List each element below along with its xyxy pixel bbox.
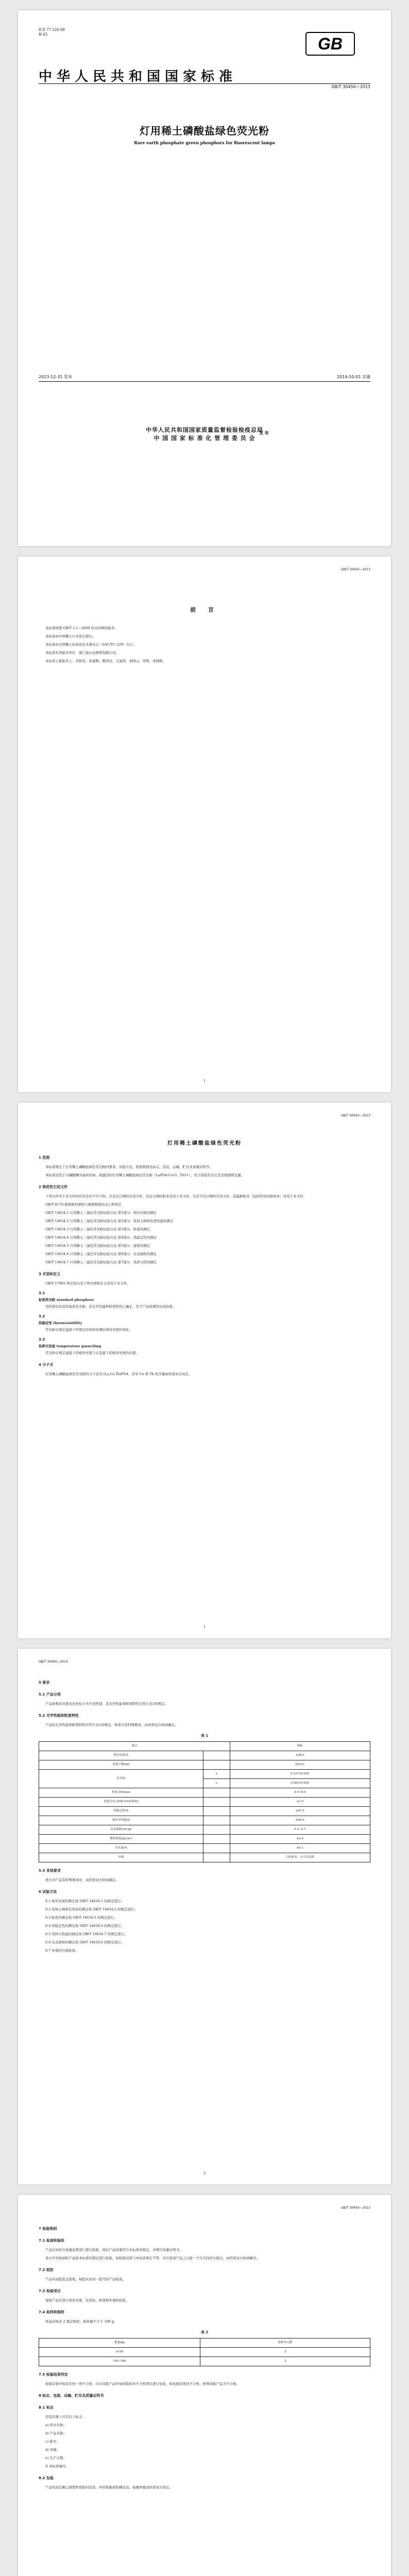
table-row bbox=[39, 1770, 370, 1779]
issue-date: 2013-12-31 发布 bbox=[39, 375, 73, 379]
clause-heading: 4 分子式 bbox=[39, 1363, 54, 1367]
list-item: d) 净重； bbox=[45, 2448, 60, 2452]
clause-text: 包装容器上应有以下标志： bbox=[45, 2415, 86, 2419]
clause-text: 样品应按表 2 规定取样，取样量不少于 100 g。 bbox=[45, 2319, 117, 2324]
clause-text: 产品的光学性能和粒度特性应符合表1的规定，如需方有特殊要求，由供需双方协商确定。 bbox=[45, 1723, 178, 1727]
table-cell: 粒度 D50/μm bbox=[39, 1788, 203, 1798]
term-number: 3.3 bbox=[39, 1337, 45, 1342]
document-title-cn: 灯用稀土磷酸盐绿色荧光粉 bbox=[140, 125, 269, 137]
date-rule bbox=[39, 381, 370, 382]
page-number: 1 bbox=[203, 1625, 206, 1629]
term-number: 3.1 bbox=[39, 1291, 45, 1295]
spec-table bbox=[39, 1741, 370, 1862]
list-item: f) 本标准编号。 bbox=[45, 2464, 70, 2468]
table-row bbox=[39, 2357, 370, 2366]
clause-text: 检验结果中如有任何一项不合格，应从该批产品中加倍取样对不合格项目进行复验，如复验结果仍不合格，则判该批产品为不合格。 bbox=[45, 2382, 240, 2386]
term-definition: 荧光粉在规定温度下经规定时间热处理后相对亮度的变化。 bbox=[45, 1328, 132, 1332]
table-cell: 4.0~6.0 bbox=[230, 1788, 370, 1798]
clause-text: 6.3 粒度的测定按 GB/T 14634.3 的规定进行。 bbox=[45, 1916, 117, 1920]
cover-page bbox=[18, 10, 391, 546]
implementation-date: 2014-10-01 实施 bbox=[336, 375, 370, 379]
table-cell: 白色粉末，无可见杂质 bbox=[230, 1853, 370, 1862]
table-cell bbox=[203, 1844, 230, 1853]
clause-text: 本标准适用于以磷酸镧为基质的铈、铽激活的灯用稀土磷酸盐绿色荧光粉（LaPO4∶Ce3+, Tb3+），用于制造荧光灯及其他照明光源。 bbox=[45, 1173, 245, 1177]
table-header-row bbox=[39, 2338, 370, 2348]
reference-item: GB/T 14634.3 灯用稀土三基色荧光粉试验方法 第3部分：粒度的测定 bbox=[45, 1227, 150, 1231]
table-cell: 外观 bbox=[39, 1853, 203, 1862]
page-number: I bbox=[203, 1079, 206, 1083]
table-cell: 3 bbox=[200, 2357, 370, 2366]
clause-text: 6.2 发射主峰和色坐标的测定按 GB/T 14634.2 的规定进行。 bbox=[45, 1907, 138, 1911]
foreword-para: 本标准负责起草单位：厦门通士达照明有限公司。 bbox=[45, 651, 119, 655]
table-cell bbox=[203, 1751, 230, 1760]
table-cell: 比表面积/(m²/g) bbox=[39, 1825, 203, 1835]
inspection-page bbox=[18, 2195, 391, 2576]
foreword-page bbox=[18, 556, 391, 1092]
reference-item: GB/T 8170 数值修约规则与极限数值的表示和判定 bbox=[45, 1202, 122, 1207]
table-cell bbox=[203, 1760, 230, 1770]
table-cell: 粒度分布 (D90-D10)/D50 bbox=[39, 1798, 203, 1807]
document-title-en: Rare earth phosphate green phosphors for fluorescent lamps bbox=[134, 140, 275, 145]
clause-heading: 1 范围 bbox=[39, 1156, 50, 1160]
issuer-org-1: 中华人民共和国国家质量监督检验检疫总局 bbox=[146, 427, 263, 433]
table-cell: 100~500 bbox=[39, 2357, 200, 2366]
reference-item: GB/T 14634.4 灯用稀土三基色荧光粉试验方法 第4部分：热稳定性的测定 bbox=[45, 1235, 157, 1240]
table-cell: 含水量/% bbox=[39, 1844, 203, 1853]
scope-body bbox=[39, 1155, 370, 1378]
table-row bbox=[39, 1844, 370, 1853]
clause-heading: 7.5 检验结果判定 bbox=[39, 2372, 68, 2377]
term-entry bbox=[39, 1336, 370, 1357]
clause-heading: 5.1 产品分类 bbox=[39, 1692, 61, 1697]
clause-heading: 8.1 标志 bbox=[39, 2405, 54, 2410]
table-row bbox=[39, 1853, 370, 1862]
issuer-publish: 发 布 bbox=[259, 430, 269, 435]
inspection-body bbox=[39, 2221, 370, 2493]
table-row bbox=[39, 1788, 370, 1798]
issuer-block bbox=[18, 426, 391, 442]
table-cell bbox=[203, 1853, 230, 1862]
gb-logo-text: GB bbox=[318, 35, 343, 53]
table-cell: ≥90.0 bbox=[230, 1816, 370, 1825]
list-item: e) 生产日期； bbox=[45, 2456, 66, 2460]
clause-text: 需方对产品有特殊要求时，由供需双方协商确定。 bbox=[45, 1878, 119, 1882]
table-header-cell: 项目 bbox=[39, 1742, 230, 1751]
table-row bbox=[39, 1835, 370, 1844]
foreword-para: 本标准主要起草人：李树奇、张建辉、陈国良、王海涛、刘国云、李明、黄晓辉。 bbox=[45, 659, 166, 663]
term-definition: 用作相对比较的基准荧光粉，其光学性能和粒度特性已确定，用于产品检测的比较标准。 bbox=[45, 1304, 176, 1309]
table-cell: ≤0.1 bbox=[230, 1844, 370, 1853]
gb-logo bbox=[305, 32, 355, 56]
clause-text: 需方可对收到的产品按本标准的规定进行检验，如检验结果与本标准规定不符，应在收到产品之日起一个月内向供方提出，由供需双方协商解决。 bbox=[45, 2256, 260, 2260]
title-rule bbox=[39, 83, 370, 84]
term-name: 标准荧光粉 standard phosphors bbox=[39, 1298, 94, 1302]
standard-number: GB/T 30450—2013 bbox=[331, 84, 370, 89]
list-item: b) 产品名称； bbox=[45, 2431, 67, 2435]
table-cell: 0.337±0.005 bbox=[230, 1770, 370, 1779]
sampling-table bbox=[39, 2338, 370, 2366]
clause-heading: 8.2 包装 bbox=[39, 2476, 54, 2480]
clause-text: 灯用稀土磷酸盐绿色荧光粉的分子式为 (La,Ce,Tb)PO4，其中 Ce 和 Tb 的含量由供需双方商定。 bbox=[45, 1372, 192, 1376]
table-cell: 热猝灭性能/% bbox=[39, 1816, 203, 1825]
table-cell: ≤1.5 bbox=[230, 1798, 370, 1807]
clause-text: 产品应成批提交验收，每批应由同一批号的产品组成。 bbox=[45, 2277, 126, 2281]
table-cell: 相对亮度/% bbox=[39, 1751, 203, 1760]
clause-text: 本标准规定了灯用稀土磷酸盐绿色荧光粉的要求、试验方法、检验规则及标志、包装、运输、贮存及质量证明书。 bbox=[45, 1165, 213, 1169]
clause-heading: 7.1 检查和验收 bbox=[39, 2239, 64, 2243]
clause-text: 6.6 比表面积的测定按 GB/T 14634.6 的规定进行。 bbox=[45, 1940, 124, 1944]
table-cell bbox=[203, 1825, 230, 1835]
table-header-cell: 批量/kg bbox=[39, 2338, 200, 2348]
clause-heading: 5.2 光学性能和粒度特性 bbox=[39, 1714, 79, 1718]
term-entry bbox=[39, 1313, 370, 1333]
page-number: 2 bbox=[203, 2172, 206, 2175]
reference-item: GB/T 14634.1 灯用稀土三基色荧光粉试验方法 第1部分：相对亮度的测定 bbox=[45, 1211, 157, 1215]
clause-text: 产品应由供方质量监督部门进行检验，保证产品质量符合本标准的规定，并填写质量证明书。 bbox=[45, 2248, 183, 2252]
table-row bbox=[39, 1751, 370, 1760]
table-row bbox=[39, 2348, 370, 2357]
issuer-org-2: 中 国 国 家 标 准 化 管 理 委 员 会 bbox=[154, 435, 255, 442]
table-caption: 表 1 bbox=[200, 1734, 209, 1738]
reference-item: GB/T 14634.6 灯用稀土三基色荧光粉试验方法 第6部分：比表面积的测定 bbox=[45, 1252, 157, 1256]
term-name: 热稳定性 thermostability bbox=[39, 1321, 82, 1325]
standard-title: 灯用稀土磷酸盐绿色荧光粉 bbox=[167, 1141, 242, 1146]
clause-heading: 5 要求 bbox=[39, 1681, 50, 1685]
table-cell: x bbox=[203, 1770, 230, 1779]
clause-text: 每批产品应进行相对亮度、色坐标、粒度和外观的检验。 bbox=[45, 2298, 129, 2302]
table-cell: ≥2.0 bbox=[230, 1835, 370, 1844]
foreword-para: 本标准由中国稀土行业协会提出。 bbox=[45, 634, 96, 638]
page-header: GB/T 30450—2013 bbox=[341, 568, 370, 571]
table-cell: 543±1 bbox=[230, 1760, 370, 1770]
requirements-page bbox=[18, 1649, 391, 2184]
requirements-body bbox=[39, 1674, 370, 1956]
clause-text: GB/T 17803 界定的以及下列术语和定义适用于本文件。 bbox=[45, 1281, 130, 1285]
term-number: 3.2 bbox=[39, 1314, 45, 1318]
table-caption: 表 2 bbox=[200, 2330, 209, 2334]
table-cell: ≥98.0 bbox=[230, 1751, 370, 1760]
clause-heading: 5.3 其他要求 bbox=[39, 1869, 61, 1873]
term-entry bbox=[39, 1290, 370, 1310]
clause-heading: 8 标志、包装、运输、贮存及质量证明书 bbox=[39, 2394, 104, 2398]
table-header-cell: 指标 bbox=[230, 1742, 370, 1751]
foreword-heading: 前 言 bbox=[190, 606, 219, 613]
table-cell: ≤100 bbox=[39, 2348, 200, 2357]
table-cell: 堆积密度/(g/cm³) bbox=[39, 1835, 203, 1844]
clause-heading: 3 术语和定义 bbox=[39, 1272, 61, 1276]
page-header: GB/T 30450—2013 bbox=[341, 1114, 370, 1117]
table-row bbox=[39, 1807, 370, 1816]
table-cell: 2 bbox=[200, 2348, 370, 2357]
table-cell: 0.585±0.005 bbox=[230, 1779, 370, 1788]
clause-text: 6.1 相对亮度的测定按 GB/T 14634.1 的规定进行。 bbox=[45, 1899, 124, 1903]
clause-text: 产品按相对亮度及色坐标分为不同类别，其光学性能和粒度特性应符合表1的规定。 bbox=[45, 1702, 168, 1706]
scope-page bbox=[18, 1103, 391, 1638]
page-header: GB/T 30450—2013 bbox=[39, 1660, 68, 1664]
page-header: GB/T 30450—2013 bbox=[341, 2206, 370, 2210]
table-header-row bbox=[39, 1742, 370, 1751]
table-cell: y bbox=[203, 1779, 230, 1788]
ccs-code: H 65 bbox=[39, 32, 48, 37]
clause-heading: 7.3 检验项目 bbox=[39, 2289, 61, 2293]
table-cell bbox=[203, 1835, 230, 1844]
table-header-cell: 取样单元数 bbox=[200, 2338, 370, 2348]
table-cell: ≥97.0 bbox=[230, 1807, 370, 1816]
table-cell bbox=[203, 1788, 230, 1798]
list-item: a) 供方名称； bbox=[45, 2423, 66, 2427]
reference-item: GB/T 14634.7 灯用稀土三基色荧光粉试验方法 第7部分：热猝灭性的测定 bbox=[45, 1260, 157, 1264]
table-row bbox=[39, 1816, 370, 1825]
clause-text: 6.5 热猝灭性能的测定按 GB/T 14634.7 的规定进行。 bbox=[45, 1932, 128, 1936]
table-cell: 0.3~0.7 bbox=[230, 1825, 370, 1835]
table-cell bbox=[203, 1798, 230, 1807]
clause-text: 6.7 外观用目视检查。 bbox=[45, 1948, 79, 1953]
foreword-para: 本标准由全国稀土标准化技术委员会（SAC/TC 229）归口。 bbox=[45, 642, 137, 647]
foreword-body bbox=[39, 625, 370, 665]
clause-text: 下列文件对于本文件的应用是必不可少的。凡是注日期的引用文件，仅注日期的版本适用于本文件。凡是不注日期的引用文件，其最新版本（包括所有的修改单）适用于本文件。 bbox=[45, 1194, 306, 1198]
national-standard-title: 中华人民共和国国家标准 bbox=[39, 69, 237, 84]
ics-code-block bbox=[39, 28, 65, 37]
clause-heading: 6 试验方法 bbox=[39, 1890, 57, 1894]
foreword-para: 本标准按照 GB/T 1.1—2009 给出的规则起草。 bbox=[45, 626, 118, 630]
clause-heading: 7.4 取样和制样 bbox=[39, 2310, 64, 2314]
clause-text: 6.4 热稳定性的测定按 GB/T 14634.4 的规定进行。 bbox=[45, 1924, 124, 1928]
clause-heading: 2 规范性引用文件 bbox=[39, 1185, 68, 1189]
reference-item: GB/T 14634.5 灯用稀土三基色荧光粉试验方法 第5部分：密度的测定 bbox=[45, 1244, 150, 1248]
table-cell: 热稳定性/% bbox=[39, 1807, 203, 1816]
table-cell: 发射主峰/nm bbox=[39, 1760, 203, 1770]
clause-heading: 7.2 组批 bbox=[39, 2268, 54, 2272]
table-cell bbox=[203, 1816, 230, 1825]
ics-code: ICS 77.120.99 bbox=[39, 28, 65, 32]
reference-item: GB/T 14634.2 灯用稀土三基色荧光粉试验方法 第2部分：发射主峰和色度性能的测定 bbox=[45, 1219, 174, 1223]
term-definition: 荧光粉在规定温度下的相对亮度与在室温下的相对亮度的比值。 bbox=[45, 1351, 139, 1355]
clause-text: 产品用双层聚乙烯塑料袋密封包装，外用纸箱或铁桶包装，每桶净重由供需双方商定。 bbox=[45, 2485, 173, 2489]
table-row bbox=[39, 1760, 370, 1770]
clause-heading: 7 检验规则 bbox=[39, 2227, 57, 2231]
list-item: c) 批号； bbox=[45, 2439, 60, 2444]
table-row bbox=[39, 1798, 370, 1807]
term-name: 热猝灭性能 temperature quenching bbox=[39, 1344, 101, 1348]
table-cell: 色坐标 bbox=[39, 1770, 203, 1788]
table-row bbox=[39, 1825, 370, 1835]
table-cell bbox=[203, 1807, 230, 1816]
